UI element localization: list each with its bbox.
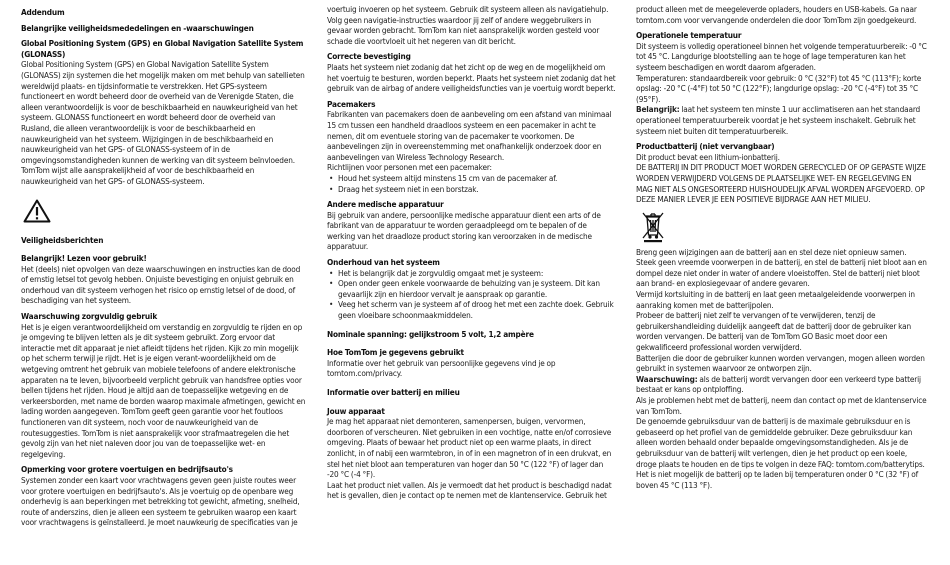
battery-caps-paragraph: DE BATTERIJ IN DIT PRODUCT MOET WORDEN GERECYCLED OF OP GEPASTE WIJZE WORDEN VERWIJDERD VOLGENS DE PLAATSELIJKE WET- EN REGELGEVING EN MAG NIET ALS ONGESORTEERD HUISHOUDELIJK AFVAL WORDEN AFGEVOERD. OP DEZE MANIER LEVER JE EEN POSITIEVE BIJDRAGE AAN HET MILIEU. [636, 162, 926, 205]
important-read-paragraph: Het (deels) niet opvolgen van deze waarschuwingen en instructies kan de dood of ernstig letsel tot gevolg hebben. Onjuiste bevestiging en onjuist gebruik en onderhoud van dit systeem verhogen het risico op ernstig letsel of de dood, of beschadiging van het systeem. [21, 263, 301, 306]
important-note-text: laat het systeem ten minste 1 uur acclimatiseren aan het standaard operationeel temperatuurbereik voordat je het systeem inschakelt. Gebruik het systeem niet buiten dit temperatuurbereik. [636, 104, 921, 136]
battery-paragraph-6: Als je problemen hebt met de batterij, neem dan contact op met de klantenservice van TomTom. [636, 395, 927, 416]
list-item: • Draag het systeem niet in een borstzak. [327, 184, 616, 195]
warning-note [636, 374, 927, 395]
mounting-paragraph: Plaats het systeem niet zodanig dat het zicht op de weg en de mogelijkheid om het voertuig te besturen, worden beperkt. Plaats het systeem niet zodanig dat het gebruik van de airbag of andere veiligheidsfuncties van je voertuig wordt beperkt. [327, 61, 616, 94]
pacemakers-paragraph: Fabrikanten van pacemakers doen de aanbeveling om een afstand van minimaal 15 cm tussen een handheld draadloos systeem en een pacemaker in acht te nemen, dit om eventuele storing van de pacemaker te voorkomen. De aanbevelingen zijn in overeenstemming met onafhankelijk onderzoek door en aanbevelingen van Wireless Technology Research. [327, 109, 612, 162]
gps-heading: Global Positioning System (GPS) en Global Navigation Satellite System (GLONASS) [21, 38, 304, 59]
list-item: • Het is belangrijk dat je zorgvuldig omgaat met je systeem: [327, 268, 616, 279]
crossed-bin-icon [640, 209, 666, 243]
addendum-heading: Addendum [21, 7, 65, 17]
list-item: • Open onder geen enkele voorwaarde de behuizing van je systeem. Dit kan gevaarlijk zijn en hierdoor vervalt je aanspraak op garantie. [327, 278, 616, 299]
battery-paragraph-2: Breng geen wijzigingen aan de batterij aan en stel deze niet opnieuw samen. Steek geen vreemde voorwerpen in de batterij, en stel de batterij niet bloot aan en dompel deze niet onder in water of andere vloeistoffen. Stel de batterij niet bloot aan brand- en explosiegevaar of andere gevaren. [636, 246, 927, 289]
important-note [636, 104, 927, 136]
gps-paragraph: Global Positioning System (GPS) en Global Navigation Satellite System (GLONASS) zijn systemen die het mogelijk maken om met behulp van satellieten wereldwijd plaats- en tijdsinformatie te verstrekken. Het GPS-systeem functioneert en wordt beheerd door de overheid van de Verenigde Staten, die alleen verantwoordelijk is voor de beschikbaarheid en nauwkeurigheid van het systeem. GLONASS functioneert en wordt beheerd door de overheid van Rusland, die alleen verantwoordelijk is voor de beschikbaarheid en nauwkeurigheid van het systeem. Wijzigingen in de beschikbaarheid en nauwkeurigheid van het GPS- of GLONASS-systeem of in de omgevingsomstandigheden kunnen de werking van dit systeem beïnvloeden. TomTom wijst alle aansprakelijkheid af voor de beschikbaarheid en nauwkeurigheid van het GPS- of GLONASS-systeem. [21, 59, 305, 186]
mounting-heading: Correcte bevestiging [327, 51, 411, 62]
medical-paragraph: Bij gebruik van andere, persoonlijke medische apparatuur dient een arts of de fabrikant van de apparatuur te worden geraadpleegd om te bepalen of de werking van het draadloze product storing kan veroorzaken in de medische apparatuur. [327, 209, 601, 252]
battery-paragraph-4: Probeer de batterij niet zelf te vervangen of te verwijderen, tenzij de gebruikershandleiding duidelijk aangeeft dat de batterij door de gebruiker kan worden vervangen. De batterij van de TomTom GO Basic moet door een gekwalificeerd professional worden verwijderd. [636, 310, 911, 353]
data-usage-heading: Hoe TomTom je gegevens gebruikt [327, 347, 464, 358]
pacemakers-list [327, 173, 616, 194]
list-item: • Houd het systeem altijd minstens 15 cm van de pacemaker af. [327, 173, 616, 184]
careful-use-paragraph: Het is je eigen verantwoordelijkheid om verstandig en zorgvuldig te rijden en op je omgeving te blijven letten als je dit systeem gebruikt. Zorg ervoor dat interactie met dit apparaat je niet afleidt tijdens het rijden. Kijk zo min mogelijk op het scherm terwijl je rijdt. Het is je eigen verant-woordelijkheid om de wetgeving omtrent het gebruik van mobiele telefoons of andere elektronische apparaten na te leven, bijvoorbeeld verplicht gebruik van handsfree opties voor bellen tijdens het rijden. Houd je altijd aan de toepasselijke wetgeving en de verkeersborden, met name de borden waarop maximale afmetingen, gewicht en lading worden aangegeven. TomTom geeft geen garantie voor het foutloos functioneren van dit systeem, noch voor de nauwkeurigheid van de routesuggesties. TomTom is niet aansprakelijk voor strafmaatregelen die het gevolg zijn van het niet naleven door jou van de toepasselijke wet- en regelgeving. [21, 321, 306, 459]
safety-messages-heading: Veiligheidsberichten [21, 234, 104, 245]
device-paragraph-2: Laat het product niet vallen. Als je vermoedt dat het product is beschadigd nadat het is gevallen, dien je contact op te nemen met de klantenservice. Gebruik het [327, 479, 612, 501]
device-heading: Jouw apparaat [327, 405, 385, 416]
medical-heading: Andere medische apparatuur [327, 199, 444, 210]
battery-heading: Productbatterij (niet vervangbaar) [636, 141, 775, 152]
warning-triangle-icon [23, 199, 51, 223]
temperature-paragraph-1: Dit systeem is volledig operationeel binnen het volgende temperatuurbereik: -0 °C tot 45 °C. Langdurige blootstelling aan te hoge of lage temperaturen kan het systeem beschadigen en wordt daarom afgeraden. [636, 40, 927, 72]
column-3 [636, 4, 927, 490]
column-2 [327, 4, 616, 501]
important-label: Belangrijk: [636, 104, 680, 115]
data-usage-paragraph: Informatie over het gebruik van persoonlijke gegevens vind je op tomtom.com/privacy. [327, 357, 556, 379]
important-read-heading: Belangrijk! Lezen voor gebruik! [21, 253, 147, 264]
device-continued-paragraph: product alleen met de meegeleverde opladers, houders en USB-kabels. Ga naar tomtom.com voor vervangende onderdelen die door TomTom zijn goedgekeurd. [636, 4, 917, 25]
battery-paragraph: Dit product bevat een lithium-ionbatterij. [636, 151, 780, 162]
pacemakers-heading: Pacemakers [327, 98, 376, 109]
rating-label: Nominale spanning: gelijkstroom 5 volt, 1,2 ampère [327, 328, 534, 339]
battery-paragraph-3: Vermijd kortsluiting in de batterij en laat geen metaalgeleidende voorwerpen in aanraking komen met de batterijpolen. [636, 289, 915, 310]
large-vehicles-paragraph: Systemen zonder een kaart voor vrachtwagens geven geen juiste routes weer voor grotere voertuigen en bedrijfsauto's. Als je voertuig op de openbare weg onderhevig is aan beperkingen met betrekking tot gewicht, afmeting, snelheid, route of anderszins, dien je alleen een systeem te gebruiken waarop een kaart voor vrachtwagens is geïnstalleerd. Je moet nauwkeurig de specificaties van je [21, 474, 300, 528]
list-item: • Veeg het scherm van je systeem af of droog het met een zachte doek. Gebruik geen vloeibare schoonmaakmiddelen. [327, 299, 616, 320]
battery-paragraph-7: De genoemde gebruiksduur van de batterij is de maximale gebruiksduur en is gebaseerd op het profiel van de gemiddelde gebruiker. Deze gebruiksduur kan alleen worden behaald onder bepaalde omgevingsomstandigheden. Als je de gebruiksduur van de batterij wilt verlengen, dien je het product op een koele, droge plaats te houden en de tips te volgen in deze FAQ: tomtom.com/batterytips. Het is niet mogelijk de batterij op te laden bij temperaturen onder 0 °C (32 °F) of boven 45 °C (113 °F). [636, 416, 925, 490]
column-1 [21, 4, 307, 528]
warning-note-text: als de batterij wordt vervangen door een verkeerd type batterij bestaat er kans op ontploffing. [636, 373, 921, 395]
device-paragraph-1: Je mag het apparaat niet demonteren, samenpersen, buigen, vervormen, doorboren of verscheuren. Niet gebruiken in een vochtige, natte en/of corrosieve omgeving. Plaats of bewaar het product niet op een warme plaats, in direct zonlicht, in of nabij een warmtebron, in of in een magnetron of in een drukvat, en stel het niet bloot aan temperaturen van hoger dan 50 °C (122 °F) of lager dan -20 °C (-4 °F). [327, 416, 612, 480]
vehicles-continued-paragraph: voertuig invoeren op het systeem. Gebruik dit systeem alleen als navigatiehulp. Volg geen navigatie-instructies waardoor jij zelf of andere weggebruikers in gevaar worden gebracht. TomTom kan niet aansprakelijk worden gesteld voor schade die voortvloeit uit het negeren van dit bericht. [327, 4, 609, 46]
maintenance-heading: Onderhoud van het systeem [327, 257, 440, 268]
warning-label: Waarschuwing: [636, 373, 698, 384]
temperature-heading: Operationele temperatuur [636, 30, 742, 41]
battery-paragraph-5: Batterijen die door de gebruiker kunnen worden vervangen, mogen alleen worden gebruikt in systemen waarvoor ze ontworpen zijn. [636, 352, 925, 374]
pacemakers-guidelines: Richtlijnen voor personen met een pacemaker: [327, 162, 492, 173]
large-vehicles-heading: Opmerking voor grotere voertuigen en bedrijfsauto's [21, 464, 233, 475]
battery-environment-heading: Informatie over batterij en milieu [327, 387, 460, 397]
maintenance-list [327, 268, 616, 321]
temperature-paragraph-2: Temperaturen: standaardbereik voor gebruik: 0 °C (32°F) tot 45 °C (113°F); korte opslag: -20 °C (-4°F) tot 50 °C (122°F); langdurige opslag: -20 °C (-4°F) tot 35 °C (95°F). [636, 72, 922, 104]
careful-use-heading: Waarschuwing zorgvuldig gebruik [21, 311, 158, 322]
safety-notices-heading: Belangrijke veiligheidsmededelingen en -waarschuwingen [21, 22, 254, 33]
